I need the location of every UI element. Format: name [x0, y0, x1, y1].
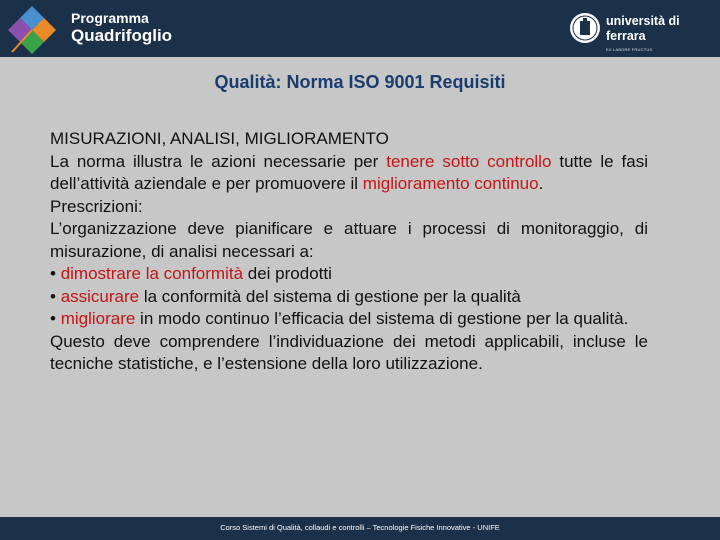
header-bar [0, 0, 720, 57]
university-motto: EX LABORE FRUCTUS [606, 47, 653, 52]
intro-highlight-control: tenere sotto controllo [386, 151, 552, 171]
bullet-item [50, 286, 648, 309]
bullet-text: in modo continuo l’efficacia del sistema di gestione per la qualità. [135, 309, 629, 328]
intro-paragraph [50, 151, 648, 196]
bullet-marker: • [50, 264, 61, 283]
bullet-marker: • [50, 286, 61, 306]
bullet-highlight: migliorare [60, 309, 136, 328]
intro-text-a: La norma illustra le azioni necessarie per [50, 151, 387, 171]
bullet-highlight: dimostrare la conformità [60, 264, 244, 283]
brand-line-2: Quadrifoglio [71, 26, 173, 45]
bullet-item [50, 308, 648, 331]
university-name [606, 14, 720, 52]
closing-paragraph: Questo deve comprendere l’individuazione dei metodi applicabili, incluse le tecniche statistiche, e l’estensione della loro utilizzazione. [50, 331, 648, 373]
bullet-marker: • [50, 309, 61, 328]
brand-name [71, 10, 172, 46]
bullet-text: dei prodotti [243, 264, 332, 283]
brand-line-1: Programma [71, 10, 149, 26]
slide-body [50, 128, 648, 376]
slide-title: Qualità: Norma ISO 9001 Requisiti [214, 72, 506, 92]
intro-text-b: tutte le fasi dell’attività aziendale e per promuovere il [50, 151, 649, 193]
bullet-item [50, 263, 648, 286]
prescriptions-text: L’organizzazione deve pianificare e attuare i processi di monitoraggio, di misurazione, di analisi necessari a: [50, 219, 648, 261]
footer-bar [0, 517, 720, 540]
bullet-text: la conformità del sistema di gestione per la qualità [139, 286, 521, 306]
prescriptions-label: Prescrizioni: [50, 196, 143, 216]
bullet-highlight: assicurare [60, 286, 140, 306]
section-heading: MISURAZIONI, ANALISI, MIGLIORAMENTO [50, 129, 389, 148]
intro-text-c: . [538, 174, 544, 193]
footer-text: Corso Sistemi di Qualità, collaudi e controlli – Tecnologie Fisiche Innovative - UNIFE [220, 523, 500, 532]
university-seal-icon [569, 12, 601, 44]
quadrifoglio-logo-icon [6, 4, 58, 54]
university-title: università di ferrara [606, 14, 680, 43]
intro-highlight-improvement: miglioramento continuo [362, 174, 539, 193]
